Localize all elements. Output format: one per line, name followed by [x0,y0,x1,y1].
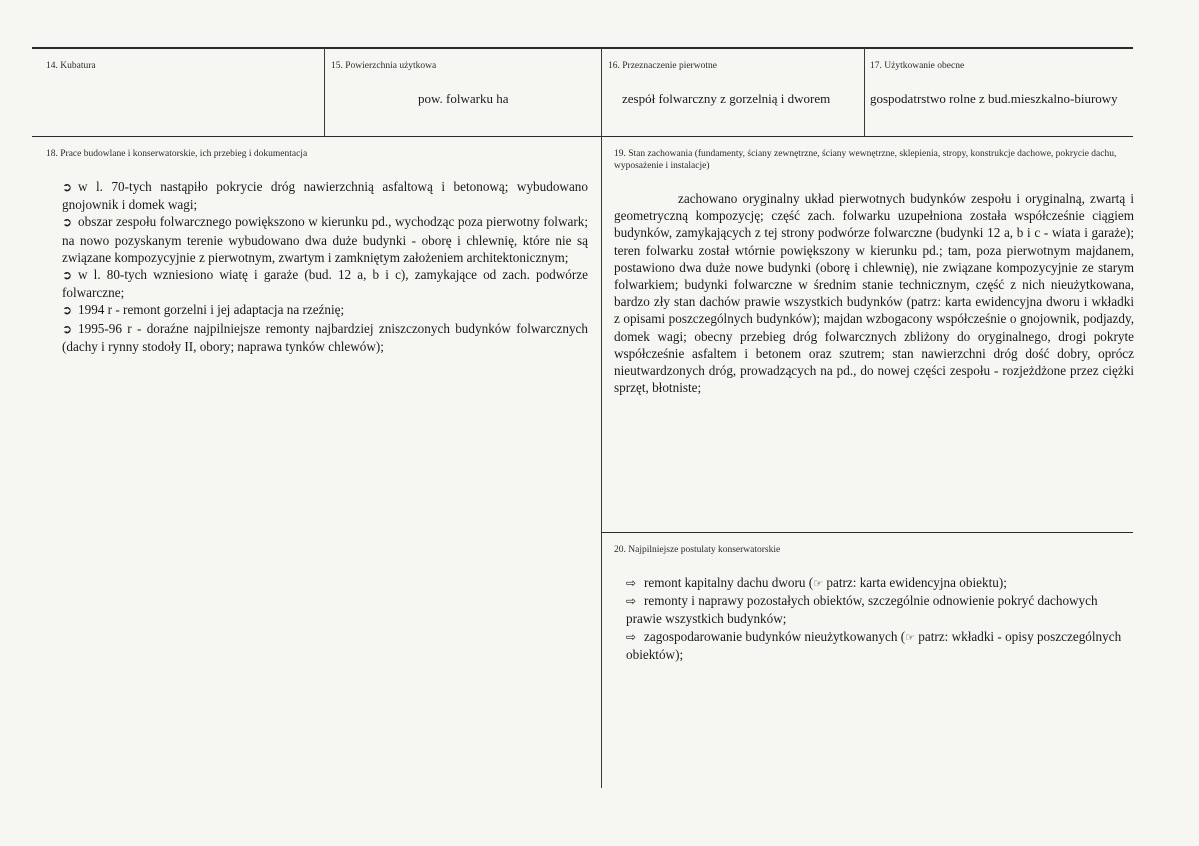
field16-label: 16. Przeznaczenie pierwotne [608,61,717,71]
field19-label: 19. Stan zachowania (fundamenty, ściany zewnętrzne, ściany wewnętrzne, sklepienia, stropy, konstrukcje dachowe, pokrycie dachu, wyposażenie i instalacje) [614,149,1117,171]
pointing-hand-icon: ☞ [905,630,915,644]
divider-16-17 [864,48,865,136]
field19-text: zachowano oryginalny układ pierwotnych budynków zespołu i oryginalną, zwartą i geometryczną kompozycję; część zach. folwarku uzupełniona została współcześnie ciągiem budynków, zamykających z tej strony podwórze folwarczne (budynki 12 a, b i c - wiata i garaże); teren folwarku został wtórnie powiększony w kierunku pd.; tam, poza pierwotnym majdanem, postawiono dwa duże nowe budynki (oborę i chlewnię), nie związane kompozycyjnie ze starym folwarkiem; budynki folwarczne w średnim stanie technicznym, część z nich nieużytkowana, bardzo zły stan dachów prawie wszystkich budynków (patrz: karta ewidencyjna dworu i wkładki z opisami poszczególnych budynków); majdan wzbogacony współcześnie o gnojownik, podjazdy, domek wagi; obecny przebieg dróg folwarcznych zbliżony do oryginalnego, drogi pokryte współcześnie asfaltem i betonem oraz szutrem; stan nawierzchni dróg dość dobry, oprócz nieutwardzonych dróg, prowadzących na pd., do nowej części zespołu - rozjeżdżone przez ciężki sprzęt, błotniste; [614,191,1134,396]
field17-label: 17. Użytkowanie obecne [870,61,965,71]
header-row-bottom-border [32,136,1133,137]
right-arrow-bullet-icon: ➲ [62,303,73,318]
pointing-hand-icon: ☞ [813,577,824,590]
right-arrow-bullet-icon: ➲ [62,268,73,283]
hollow-arrow-bullet-icon: ⇨ [626,629,637,644]
list-item: ➲ 1995-96 r - doraźne najpilniejsze remonty najbardziej zniszczonych budynków folwarcznych (dachy i rynny stodoły II, obory; naprawa tynków chlewów); [62,320,588,354]
list-item: ➲ w l. 80-tych wzniesiono wiatę i garaże (bud. 12 a, b i c), zamykające od zach. podwórze folwarczne; [62,267,588,301]
top-border [32,47,1133,49]
hollow-arrow-bullet-icon: ⇨ [626,576,637,590]
field18-list [62,178,588,355]
divider-15-16 [601,48,602,136]
hollow-arrow-bullet-icon: ⇨ [626,594,637,609]
list-item: ➲ 1994 r - remont gorzelni i jej adaptacja na rzeźnię; [62,301,588,319]
field16-value: zespół folwarczny z gorzelnią i dworem [622,91,831,106]
right-arrow-bullet-icon: ➲ [62,215,73,230]
field14-label: 14. Kubatura [46,61,96,71]
divider-left-right [601,136,602,788]
field20-list [626,574,1134,663]
field20-label: 20. Najpilniejsze postulaty konserwatorskie [614,545,781,555]
list-item: ⇨ remont kapitalny dachu dworu (☞ patrz: karta ewidencyjna obiektu); [626,574,1134,592]
right-arrow-bullet-icon: ➲ [62,321,73,336]
right-arrow-bullet-icon: ➲ [62,180,73,194]
field20-top-border [601,532,1133,533]
list-item: ⇨ remonty i naprawy pozostałych obiektów, szczególnie odnowienie pokryć dachowych prawie wszystkich budynków; [626,593,1098,627]
field17-value: gospodatrstwo rolne z bud.mieszkalno-biurowy [870,91,1118,106]
field18-label: 18. Prace budowlane i konserwatorskie, ich przebieg i dokumentacja [46,149,308,159]
list-item: ➲ obszar zespołu folwarcznego powiększono w kierunku pd., wychodząc poza pierwotny folwark; na nowo pozyskanym terenie wybudowano dwa duże budynki - oborę i chlewnię, które nie są związane kompozycyjnie z pierwotnym, zwartym i zamkniętym założeniem architektonicznym; [62,214,588,265]
field15-label: 15. Powierzchnia użytkowa [331,61,437,71]
list-item: ⇨ zagospodarowanie budynków nieużytkowanych (☞ patrz: wkładki - opisy poszczególnych obiektów); [626,628,1122,662]
list-item: ➲ w l. 70-tych nastąpiło pokrycie dróg nawierzchnią asfaltową i betonową; wybudowano gnojownik i domek wagi; [62,179,588,213]
divider-14-15 [324,48,325,136]
field15-value: pow. folwarku ha [418,91,509,106]
